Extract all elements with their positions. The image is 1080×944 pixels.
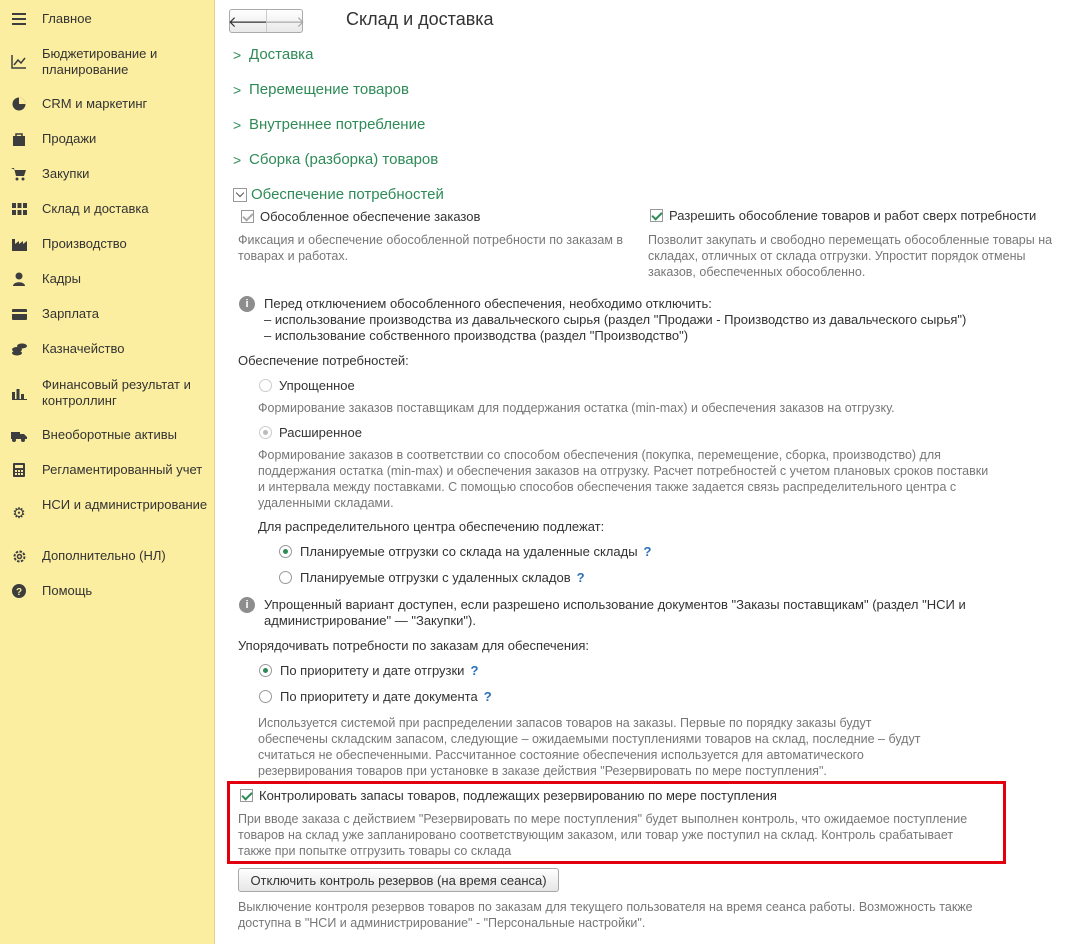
menu-icon bbox=[11, 11, 27, 27]
dc-option-2-radio[interactable] bbox=[279, 571, 292, 584]
truck-icon bbox=[11, 427, 27, 443]
bar-chart-icon bbox=[11, 385, 27, 401]
section-movement[interactable] bbox=[233, 81, 409, 98]
simple-radio[interactable] bbox=[259, 379, 272, 392]
chevron-right-icon: > bbox=[233, 46, 242, 63]
allow-separation-checkbox[interactable] bbox=[650, 209, 663, 222]
sidebar-item-production[interactable] bbox=[0, 236, 215, 254]
budget-chart-icon bbox=[11, 54, 27, 70]
sidebar-item-warehouse[interactable] bbox=[0, 201, 215, 219]
disable-control-hint: Выключение контроля резервов товаров по заказам для текущего пользователя на время сеанса работы. Возможность также доступна в "НСИ и администрирование" - "Персональные настройки". bbox=[238, 900, 973, 930]
sidebar-item-sales[interactable] bbox=[0, 131, 215, 149]
help-icon bbox=[11, 583, 27, 599]
info-icon: i bbox=[239, 296, 255, 312]
info-line: – использование производства из давальческого сырья (раздел "Продажи - Производство из давальческого сырья") bbox=[264, 312, 967, 327]
help-question-icon[interactable]: ? bbox=[576, 570, 585, 585]
sidebar-item-label: Кадры bbox=[42, 271, 81, 286]
dc-option-1 bbox=[300, 544, 652, 559]
separate-supply-checkbox[interactable] bbox=[241, 210, 254, 223]
extended-radio[interactable] bbox=[259, 426, 272, 439]
gear-outline-icon bbox=[11, 548, 27, 564]
sidebar-item-label: Внеоборотные активы bbox=[42, 427, 178, 442]
sidebar-item-budget[interactable] bbox=[0, 46, 215, 80]
control-reserves-label: Контролировать запасы товаров, подлежащих резервированию по мере поступления bbox=[259, 788, 777, 803]
sidebar-item-label: Бюджетирование и планирование bbox=[42, 46, 158, 77]
order-option-2-label: По приоритету и дате документа bbox=[280, 689, 478, 704]
nav-buttons bbox=[227, 9, 306, 33]
needs-label: Обеспечение потребностей: bbox=[238, 353, 409, 368]
control-reserves-hint: При вводе заказа с действием "Резервировать по мере поступления" будет выполнен контроль, что ожидаемое поступление товаров на склад уже запланировано соответствующим заказом, или товар уже поступил на склад. Контроль срабатывает также при попытке отгрузить товары со склада bbox=[238, 812, 968, 858]
gear-icon: ⚙ bbox=[12, 505, 26, 522]
sidebar-item-purchases[interactable] bbox=[0, 166, 215, 184]
section-label: Доставка bbox=[249, 46, 314, 63]
sidebar-item-hr[interactable] bbox=[0, 271, 215, 289]
info-line: Перед отключением обособленного обеспечения, необходимо отключить: bbox=[264, 296, 712, 311]
dc-label: Для распределительного центра обеспечению подлежат: bbox=[258, 519, 605, 534]
section-internal[interactable] bbox=[233, 116, 425, 133]
sidebar-item-label: Зарплата bbox=[42, 306, 99, 321]
sidebar-item-label: CRM и маркетинг bbox=[42, 96, 148, 111]
sidebar-item-main[interactable] bbox=[0, 11, 215, 29]
separate-supply-label: Обособленное обеспечение заказов bbox=[260, 209, 481, 224]
section-label: Сборка (разборка) товаров bbox=[249, 151, 439, 168]
section-label: Обеспечение потребностей bbox=[251, 186, 444, 203]
extended-label: Расширенное bbox=[279, 425, 362, 440]
bag-icon bbox=[11, 131, 27, 147]
info-simple-text: Упрощенный вариант доступен, если разрешено использование документов "Заказы поставщикам" (раздел "НСИ и администрирование" — "Закупки"). bbox=[264, 597, 966, 628]
chevron-right-icon: > bbox=[233, 151, 242, 168]
sidebar-item-additional[interactable] bbox=[0, 548, 215, 566]
dc-option-2 bbox=[300, 570, 585, 585]
back-button[interactable]: 🡐 bbox=[227, 13, 269, 31]
order-option-2-radio[interactable] bbox=[259, 690, 272, 703]
info-warning-text bbox=[264, 296, 966, 344]
main-content bbox=[216, 0, 1080, 944]
allow-separation-label: Разрешить обособление товаров и работ сверх потребности bbox=[669, 208, 1037, 223]
dc-option-2-label: Планируемые отгрузки с удаленных складов bbox=[300, 570, 571, 585]
cart-icon bbox=[11, 166, 27, 182]
chevron-right-icon: > bbox=[233, 81, 242, 98]
sidebar-item-label: Регламентированный учет bbox=[42, 462, 203, 477]
simple-hint: Формирование заказов поставщикам для поддержания остатка (min-max) и обеспечения заказов на отгрузку. bbox=[258, 401, 895, 415]
sidebar-item-label: Закупки bbox=[42, 166, 90, 181]
control-reserves-checkbox[interactable] bbox=[240, 789, 253, 802]
sidebar-item-regulated[interactable] bbox=[0, 462, 215, 480]
svg-text:?: ? bbox=[15, 587, 23, 598]
coins-icon bbox=[11, 341, 27, 357]
chevron-down-icon bbox=[233, 188, 247, 202]
forward-button[interactable]: 🡒 bbox=[266, 10, 303, 32]
order-label: Упорядочивать потребности по заказам для обеспечения: bbox=[238, 638, 589, 653]
info-line: – использование собственного производства (раздел "Производство") bbox=[264, 328, 689, 343]
sidebar-item-salary[interactable] bbox=[0, 306, 215, 324]
info-icon: i bbox=[239, 597, 255, 613]
person-icon bbox=[11, 271, 27, 287]
page-title: Склад и доставка bbox=[346, 9, 494, 29]
sidebar-item-label: Финансовый результат и контроллинг bbox=[42, 377, 191, 408]
section-assembly[interactable] bbox=[233, 151, 438, 168]
section-needs[interactable] bbox=[233, 186, 444, 203]
order-option-1 bbox=[280, 663, 478, 678]
sidebar-item-label: Производство bbox=[42, 236, 127, 251]
dc-option-1-radio[interactable] bbox=[279, 545, 292, 558]
sidebar-item-label: Продажи bbox=[42, 131, 97, 146]
separate-supply-hint: Фиксация и обеспечение обособленной потребности по заказам в товарах и работах. bbox=[238, 233, 624, 263]
order-option-2 bbox=[280, 689, 492, 704]
section-label: Перемещение товаров bbox=[249, 81, 409, 98]
sidebar-item-nsi[interactable] bbox=[0, 497, 215, 531]
allow-separation-hint: Позволит закупать и свободно перемещать обособленные товары на складах, отличных от склада отгрузки. Упростит порядок отмены заказов, обеспеченных обособленно. bbox=[648, 233, 1053, 279]
sidebar-item-label: Казначейство bbox=[42, 341, 125, 356]
extended-hint: Формирование заказов в соответствии со способом обеспечения (покупка, перемещение, сборка, производство) для поддержания остатка (min-max) и обеспечения заказов на отгрузку. Расчет потребностей с учетом плановых сроков поставки и интервала между поставками. С помощью способов обеспечения также задается связь распределительного центра с удаленными складами. bbox=[258, 448, 989, 510]
simple-label: Упрощенное bbox=[279, 378, 355, 393]
section-delivery[interactable] bbox=[233, 46, 313, 63]
sidebar-item-finresult[interactable] bbox=[0, 377, 215, 411]
grid-icon bbox=[11, 201, 27, 217]
disable-control-button[interactable]: Отключить контроль резервов (на время сеанса) bbox=[238, 868, 559, 892]
sidebar-item-label: Помощь bbox=[42, 583, 93, 598]
card-icon bbox=[11, 306, 27, 322]
order-hint: Используется системой при распределении запасов товаров на заказы. Первые по порядку заказы будут обеспечены складским запасом, следующие – ожидаемыми поступлениями товаров на склад, последние – будут считаться не обеспеченными. Рассчитанное состояние обеспечения используется для автоматического резервирования товаров при установке в заказе действия "Резервировать по мере поступления". bbox=[258, 716, 921, 778]
sidebar bbox=[0, 0, 215, 944]
sidebar-item-label: Главное bbox=[42, 11, 92, 26]
sidebar-item-assets[interactable] bbox=[0, 427, 215, 445]
sidebar-item-label: Склад и доставка bbox=[42, 201, 149, 216]
order-option-1-radio[interactable] bbox=[259, 664, 272, 677]
help-question-icon[interactable]: ? bbox=[470, 663, 479, 678]
chevron-right-icon: > bbox=[233, 116, 242, 133]
order-option-1-label: По приоритету и дате отгрузки bbox=[280, 663, 465, 678]
sidebar-item-help[interactable] bbox=[0, 583, 215, 601]
sidebar-item-treasury[interactable] bbox=[0, 341, 215, 359]
calculator-icon bbox=[11, 462, 27, 478]
pie-chart-icon bbox=[11, 96, 27, 112]
dc-option-1-label: Планируемые отгрузки со склада на удаленные склады bbox=[300, 544, 638, 559]
sidebar-item-label: НСИ и администрирование bbox=[42, 497, 208, 512]
sidebar-item-crm[interactable] bbox=[0, 96, 215, 114]
sidebar-item-label: Дополнительно (НЛ) bbox=[42, 548, 166, 563]
factory-icon bbox=[11, 236, 27, 252]
help-question-icon[interactable]: ? bbox=[483, 689, 492, 704]
help-question-icon[interactable]: ? bbox=[643, 544, 652, 559]
section-label: Внутреннее потребление bbox=[249, 116, 426, 133]
